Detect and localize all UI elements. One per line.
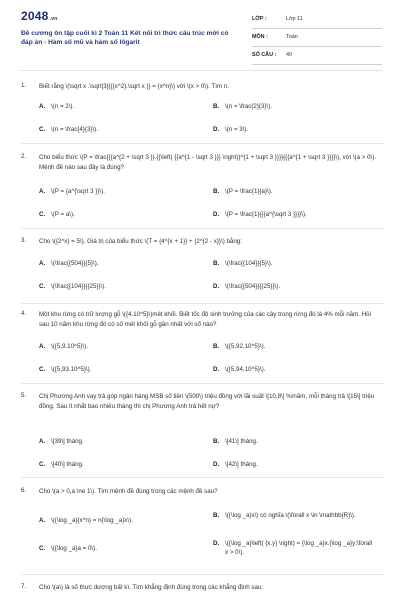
option-text: \(P = a\). bbox=[51, 211, 75, 218]
question-number: 3. bbox=[21, 237, 27, 244]
option-letter: C. bbox=[39, 283, 46, 290]
question-4 bbox=[21, 310, 383, 382]
question-divider bbox=[21, 383, 383, 384]
option-letter: B. bbox=[213, 438, 220, 445]
option-text: \(\frac{{104}}{{25}}\). bbox=[51, 283, 107, 290]
option-letter: A. bbox=[39, 517, 46, 524]
option-letter: C. bbox=[39, 461, 46, 468]
option-letter: A. bbox=[39, 343, 46, 350]
option-letter: B. bbox=[213, 188, 220, 195]
question-2 bbox=[21, 153, 383, 227]
question-text: Cho \({2^x} = 5\). Giá trị của biểu thức \(T = {4^{x + 1}} + {2^{2 - x}}\) bằng: bbox=[39, 238, 242, 245]
option-letter: D. bbox=[213, 461, 220, 468]
question-5 bbox=[21, 392, 383, 476]
question-6 bbox=[21, 487, 383, 572]
question-number: 7. bbox=[21, 583, 27, 590]
question-divider bbox=[21, 228, 383, 229]
option-text: \({5,92.10^5}\). bbox=[225, 343, 266, 350]
question-3 bbox=[21, 237, 383, 301]
question-number: 2. bbox=[21, 153, 27, 160]
question-number: 4. bbox=[21, 310, 27, 317]
option-letter: C. bbox=[39, 211, 46, 218]
option-text: \(\frac{{104}}{5}\). bbox=[225, 260, 273, 267]
option-letter: D. bbox=[213, 283, 220, 290]
option-text: \(P = {a^{\sqrt 3 }}\). bbox=[51, 188, 105, 195]
question-divider bbox=[21, 303, 383, 304]
option-text: \(n = \frac{4}{3}\). bbox=[51, 126, 98, 133]
meta-value: Toán bbox=[286, 34, 298, 40]
option-letter: C. bbox=[39, 126, 46, 133]
option-text: \(\frac{{504}}{5}\). bbox=[51, 260, 99, 267]
option-text: \[42\] tháng. bbox=[225, 461, 258, 468]
option-text: \({\log _a}x\) có nghĩa \(\forall x \in \mathbb{R}\). bbox=[225, 512, 356, 519]
question-text: Cho \(a > 0,a \ne 1\). Tìm mệnh đề đúng trong các mệnh đề sau? bbox=[39, 488, 218, 495]
option-text: \[40\] tháng. bbox=[51, 461, 84, 468]
option-text: \({\log _a}{x^n} = n{\log _a}x\). bbox=[51, 517, 133, 524]
option-letter: B. bbox=[213, 103, 220, 110]
option-letter: C. bbox=[39, 366, 46, 373]
option-letter: D. bbox=[213, 366, 220, 373]
logo-suffix: .vn bbox=[49, 16, 58, 22]
option-text: \(n = 3\). bbox=[225, 126, 249, 133]
question-text: Cho biểu thức \(P = \frac{{{a^{2 + \sqrt 3 }}.{{\left( {{a^{1 - \sqrt 3 }}} \right)}^{1 + \sqrt 3 }}}}{{{a^{1 + \sqrt 3 }}}}\), với \(a > 0\). Mệnh đề nào sau đây là đúng? bbox=[39, 154, 377, 171]
question-number: 5. bbox=[21, 392, 27, 399]
question-text: Một khu rừng có trữ lượng gỗ \({4.10^5}\)mét khối. Biết tốc độ sinh trưởng của các cây trong rừng đó là 4% mỗi năm. Hỏi sau 10 năm khu rừng đó có số mét khối gỗ gần nhất với số nào? bbox=[39, 311, 371, 328]
meta-key: LỚP : bbox=[252, 16, 267, 22]
question-divider bbox=[21, 477, 383, 478]
meta-key: MÔN : bbox=[252, 34, 268, 40]
site-logo[interactable] bbox=[21, 9, 57, 23]
option-text: \(n = \frac{2}{3}\). bbox=[225, 103, 272, 110]
document-title: Đề cương ôn tập cuối kì 2 Toán 11 Kết nối tri thức cấu trúc mới có đáp án - Hàm số mũ và hàm số lôgarit bbox=[21, 30, 229, 46]
option-text: \(\frac{{504}}{{25}}\). bbox=[225, 283, 281, 290]
option-text: \({\log _a}\left( {x.y} \right) = {\log _a}x.{\log _a}y;\forall x > 0\). bbox=[225, 540, 373, 556]
option-letter: C. bbox=[39, 545, 46, 552]
option-letter: A. bbox=[39, 260, 46, 267]
page-header bbox=[0, 0, 400, 58]
question-number: 6. bbox=[21, 487, 27, 494]
option-text: \({5,93.10^5}\). bbox=[51, 366, 92, 373]
option-letter: A. bbox=[39, 438, 46, 445]
option-text: \(n = 2\). bbox=[51, 103, 75, 110]
question-divider bbox=[21, 143, 383, 144]
meta-value: 40 bbox=[286, 52, 292, 58]
option-letter: B. bbox=[213, 343, 220, 350]
meta-row-subject bbox=[252, 29, 382, 47]
question-number: 1. bbox=[21, 82, 27, 89]
meta-row-class bbox=[252, 11, 382, 29]
question-text: Chị Phương Anh vay trả góp ngân hàng MSB số tiền \(500\) triệu đồng với lãi suất \[10,8\] %/năm, mỗi tháng trả \[15\] triệu đồng. Sau ít nhất bao nhiêu tháng thì chị Phương Anh trả hết nợ? bbox=[39, 393, 375, 410]
option-letter: D. bbox=[213, 126, 220, 133]
option-text: \[41\] tháng. bbox=[225, 438, 258, 445]
option-letter: D. bbox=[213, 211, 220, 218]
meta-key: SỐ CÂU : bbox=[252, 52, 277, 58]
question-text: Cho \(a\) là số thực dương bất kì. Tìm khẳng định đúng trong các khẳng định sau: bbox=[39, 584, 264, 591]
option-text: \(P = \frac{1}{{{a^{\sqrt 3 }}}}\). bbox=[225, 211, 307, 218]
question-7 bbox=[21, 583, 383, 597]
question-divider bbox=[21, 574, 383, 575]
meta-value: Lớp 11 bbox=[286, 16, 303, 22]
option-text: \({5,94.10^5}\). bbox=[225, 366, 266, 373]
option-text: \(P = \frac{1}{a}\). bbox=[225, 188, 273, 195]
logo-text: 2048 bbox=[21, 9, 49, 23]
option-letter: B. bbox=[213, 260, 220, 267]
question-1 bbox=[21, 82, 383, 142]
header-divider bbox=[21, 70, 383, 71]
option-letter: B. bbox=[213, 512, 220, 519]
question-text: Biết rằng \(\sqrt x .\sqrt[3]{{{x^2}.\sqrt x }} = {x^n}\) với \(x > 0\). Tìm n. bbox=[39, 83, 229, 90]
option-text: \({\log _a}a = 0\). bbox=[51, 545, 97, 552]
option-text: \({5,9.10^5}\). bbox=[51, 343, 88, 350]
meta-table bbox=[252, 11, 382, 65]
option-letter: A. bbox=[39, 103, 46, 110]
option-letter: A. bbox=[39, 188, 46, 195]
option-text: \[39\] tháng. bbox=[51, 438, 84, 445]
option-letter: D. bbox=[213, 540, 220, 547]
meta-row-count bbox=[252, 47, 382, 65]
